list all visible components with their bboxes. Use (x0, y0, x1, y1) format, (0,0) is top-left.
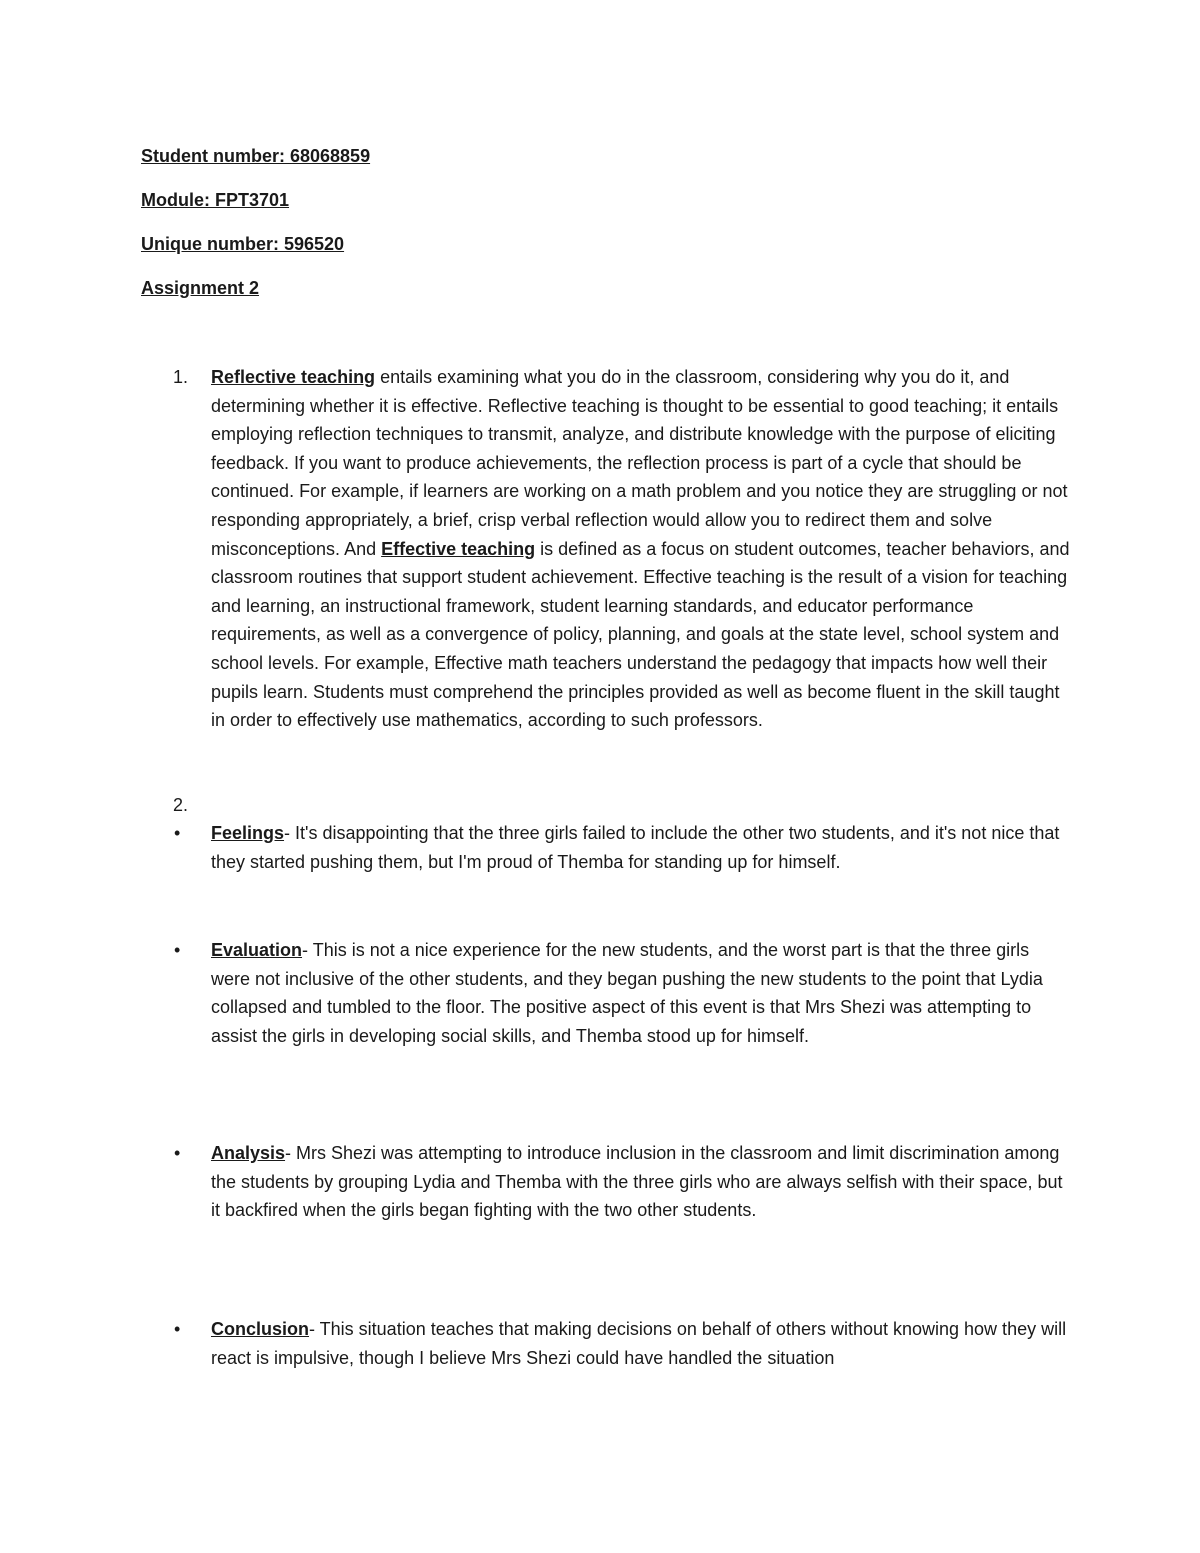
bullet-icon: • (174, 1143, 181, 1163)
bullet-icon: • (174, 823, 181, 843)
question-2-number: 2. (173, 795, 189, 815)
question-1-number: 1. (173, 367, 189, 387)
analysis-text: - Mrs Shezi was attempting to introduce inclusion in the classroom and limit discrimination among the students by grouping Lydia and Themba with the three girls who are always selfish with their space, but it backfired when the girls began fighting with the two other students. (211, 1143, 1063, 1221)
question-1-answer (211, 363, 1071, 735)
reflective-teaching-text: entails examining what you do in the classroom, considering why you do it, and determining whether it is effective. Reflective teaching is thought to be essential to good teaching; it entails employing reflection techniques to transmit, analyze, and distribute knowledge with the purpose of eliciting feedback. If you want to produce achievements, the reflection process is part of a cycle that should be continued. For example, if learners are working on a math problem and you notice they are struggling or not responding appropriately, a brief, crisp verbal reflection would allow you to redirect them and solve misconceptions. And (211, 367, 1068, 559)
bullet-icon: • (174, 1319, 181, 1339)
evaluation-term: Evaluation (211, 940, 303, 960)
feelings-paragraph (211, 819, 1071, 876)
reflective-teaching-term: Reflective teaching (211, 367, 376, 387)
unique-number: Unique number: 596520 (141, 234, 345, 254)
feelings-term: Feelings (211, 823, 285, 843)
effective-teaching-term: Effective teaching (381, 538, 536, 559)
conclusion-paragraph (211, 1315, 1071, 1372)
module-code: Module: FPT3701 (141, 190, 290, 210)
bullet-icon: • (174, 940, 181, 960)
student-number: Student number: 68068859 (141, 146, 371, 166)
analysis-paragraph (211, 1139, 1071, 1225)
assignment-title: Assignment 2 (141, 278, 260, 298)
analysis-term: Analysis (211, 1143, 286, 1163)
conclusion-text: - This situation teaches that making decisions on behalf of others without knowing how they will react is impulsive, though I believe Mrs Shezi could have handled the situation (211, 1319, 1067, 1368)
conclusion-term: Conclusion (211, 1319, 309, 1339)
evaluation-text: - This is not a nice experience for the new students, and the worst part is that the three girls were not inclusive of the other students, and they began pushing the new students to the point that Lydia collapsed and tumbled to the floor. The positive aspect of this event is that Mrs Shezi was attempting to assist the girls in developing social skills, and Themba stood up for himself. (211, 940, 1043, 1046)
effective-teaching-text: is defined as a focus on student outcomes, teacher behaviors, and classroom routines that support student achievement. Effective teaching is the result of a vision for teaching and learning, an instructional framework, student learning standards, and educator performance requirements, as well as a convergence of policy, planning, and goals at the state level, school system and school levels. For example, Effective math teachers understand the pedagogy that impacts how well their pupils learn. Students must comprehend the principles provided as well as become fluent in the skill taught in order to effectively use mathematics, according to such professors. (211, 538, 1070, 731)
evaluation-paragraph (211, 936, 1071, 1050)
feelings-text: - It's disappointing that the three girls failed to include the other two students, and it's not nice that they started pushing them, but I'm proud of Themba for standing up for himself. (211, 823, 1060, 872)
